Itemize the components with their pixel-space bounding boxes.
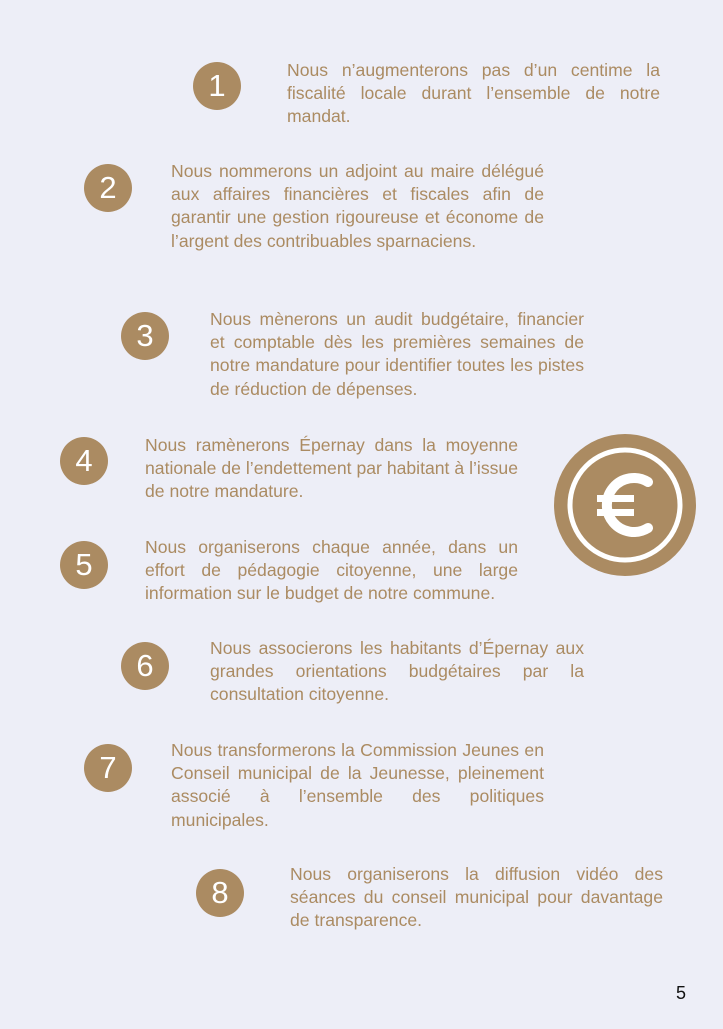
number-badge-3: 3 — [121, 312, 169, 360]
commitment-text-5: Nous organiserons chaque année, dans un effort de pédagogie citoyenne, une large information sur le budget de notre commune. — [145, 537, 518, 604]
euro-icon — [554, 434, 696, 576]
commitment-text-2: Nous nommerons un adjoint au maire délégué aux affaires financières et fiscales afin de garantir une gestion rigoureuse et économe de l’argent des contribuables sparnaciens. — [171, 161, 544, 251]
number-badge-6: 6 — [121, 642, 169, 690]
commitment-text-7: Nous transformerons la Commission Jeunes en Conseil municipal de la Jeunesse, pleinement associé à l’ensemble des politiques municipales. — [171, 740, 544, 830]
page-number: 5 — [676, 983, 687, 1003]
number-badge-5: 5 — [60, 541, 108, 589]
number-badge-4: 4 — [60, 437, 108, 485]
commitment-text-3: Nous mènerons un audit budgétaire, financier et comptable dès les premières semaines de notre mandature pour identifier toutes les pistes de réduction de dépenses. — [210, 309, 584, 399]
commitment-text-1: Nous n’augmenterons pas d’un centime la fiscalité locale durant l’ensemble de notre mandat. — [287, 60, 660, 127]
number-badge-2: 2 — [84, 164, 132, 212]
number-badge-1: 1 — [193, 62, 241, 110]
commitment-text-4: Nous ramènerons Épernay dans la moyenne nationale de l’endettement par habitant à l’issue de notre mandature. — [145, 435, 518, 502]
number-badge-8: 8 — [196, 869, 244, 917]
commitment-text-6: Nous associerons les habitants d’Épernay aux grandes orientations budgétaires par la consultation citoyenne. — [210, 638, 584, 705]
commitment-text-8: Nous organiserons la diffusion vidéo des séances du conseil municipal pour davantage de transparence. — [290, 864, 663, 931]
number-badge-7: 7 — [84, 744, 132, 792]
